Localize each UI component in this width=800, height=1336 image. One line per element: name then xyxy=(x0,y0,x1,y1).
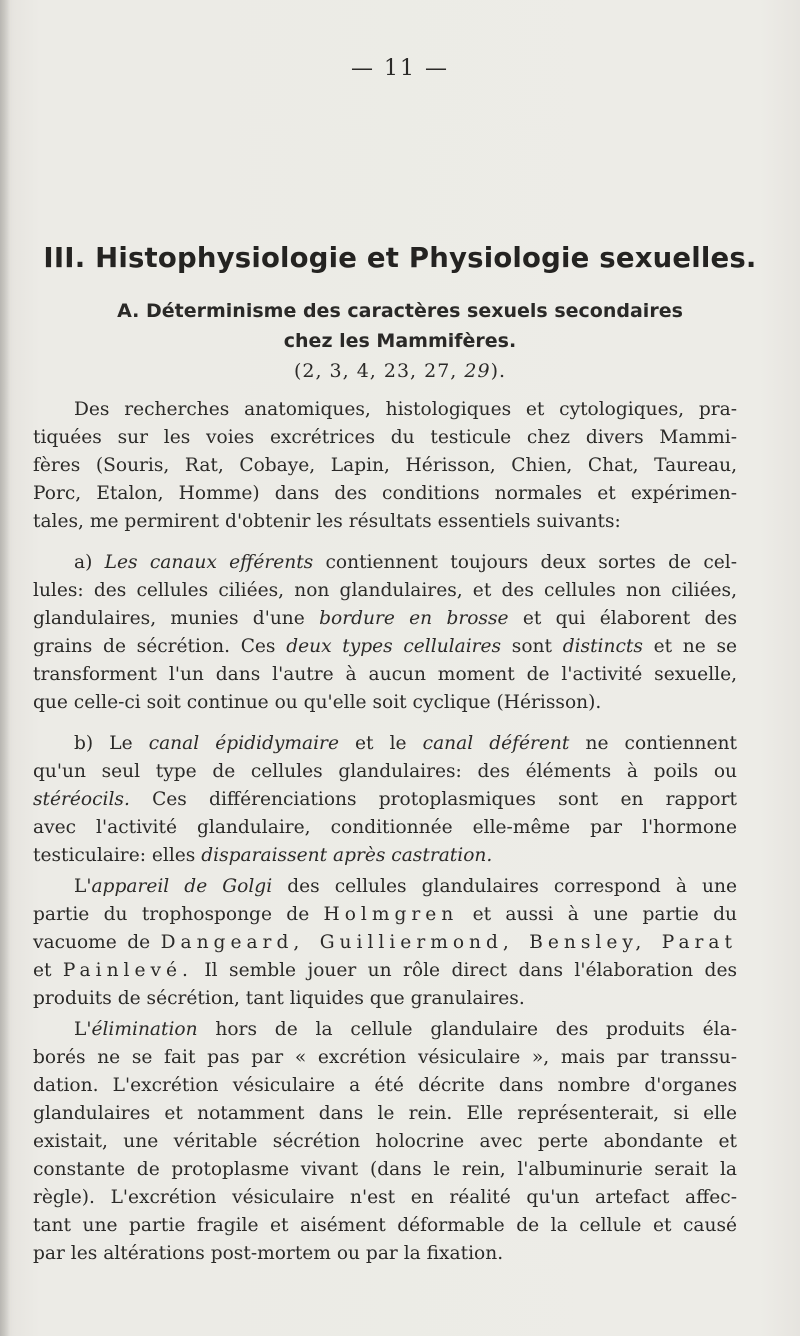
page-number: — 11 — xyxy=(351,56,449,81)
text-line: tiquées sur les voies excrétrices du testicule chez divers Mammi- xyxy=(33,427,737,448)
text-run: Il semble jouer un rôle direct dans l'élaboration des xyxy=(192,960,737,981)
text-line xyxy=(33,844,737,868)
text-line: dation. L'excrétion vésiculaire a été décrite dans nombre d'organes xyxy=(33,1075,737,1096)
text-run: et le xyxy=(338,733,423,754)
text-run: et xyxy=(33,960,63,981)
text-line: fères (Souris, Rat, Cobaye, Lapin, Hérisson, Chien, Chat, Taureau, xyxy=(33,455,737,476)
text-run: testiculaire: elles xyxy=(33,845,202,866)
text-run: a) xyxy=(74,552,105,573)
emphasis: élimination xyxy=(91,1019,198,1040)
author-names: Dangeard, Guilliermond, Bensley, Parat xyxy=(160,932,737,953)
text-run: hors de la cellule glandulaire des produits éla- xyxy=(197,1019,737,1040)
text-line: lules: des cellules ciliées, non glandulaires, et des cellules non ciliées, xyxy=(33,580,737,601)
text-line: Des recherches anatomiques, histologiques et cytologiques, pra- xyxy=(74,399,737,420)
text-line: Porc, Etalon, Homme) dans des conditions normales et expérimen- xyxy=(33,483,737,504)
text-line xyxy=(33,931,737,955)
text-line: transforment l'un dans l'autre à aucun moment de l'activité sexuelle, xyxy=(33,664,737,685)
text-run: des cellules glandulaires correspond à une xyxy=(272,876,737,897)
text-line: que celle-ci soit continue ou qu'elle soit cyclique (Hérisson). xyxy=(33,692,602,713)
references-suffix: ). xyxy=(490,360,507,382)
text-line: constante de protoplasme vivant (dans le rein, l'albuminurie serait la xyxy=(33,1159,737,1180)
text-line xyxy=(74,1018,737,1042)
text-run: L' xyxy=(74,876,92,897)
text-line xyxy=(74,551,737,575)
text-line: règle). L'excrétion vésiculaire n'est en réalité qu'un artefact affec- xyxy=(33,1187,737,1208)
text-line: tales, me permirent d'obtenir les résultats essentiels suivants: xyxy=(33,511,621,532)
emphasis: appareil de Golgi xyxy=(91,876,273,897)
text-run: Ces différenciations protoplasmiques sont en rapport xyxy=(129,789,737,810)
text-line xyxy=(33,959,737,983)
author-name: Holmgren xyxy=(323,904,459,925)
emphasis: stéréocils. xyxy=(33,789,130,810)
text-line: borés ne se fait pas par « excrétion vésiculaire », mais par transsu- xyxy=(33,1047,737,1068)
emphasis: Les canaux efférents xyxy=(104,552,314,573)
section-title-line-1: A. Déterminisme des caractères sexuels secondaires xyxy=(117,300,683,322)
text-run: et ne se xyxy=(642,636,738,657)
text-run: et qui élaborent des xyxy=(508,608,737,629)
text-run: grains de sécrétion. Ces xyxy=(33,636,287,657)
text-line: tant une partie fragile et aisément déformable de la cellule et causé xyxy=(33,1215,737,1236)
emphasis: distincts xyxy=(562,636,643,657)
text-line xyxy=(33,788,737,812)
emphasis: disparaissent après castration. xyxy=(201,845,493,866)
text-line: produits de sécrétion, tant liquides que granulaires. xyxy=(33,988,525,1009)
text-run: sont xyxy=(501,636,563,657)
chapter-title: III. Histophysiologie et Physiologie sexuelles. xyxy=(43,242,757,274)
references xyxy=(0,360,800,382)
text-line xyxy=(33,635,737,659)
text-line: par les altérations post-mortem ou par la fixation. xyxy=(33,1243,504,1264)
emphasis: bordure en brosse xyxy=(319,608,509,629)
text-run: partie du trophosponge de xyxy=(33,904,324,925)
text-run: contiennent toujours deux sortes de cel- xyxy=(313,552,737,573)
text-line: glandulaires et notamment dans le rein. Elle représenterait, si elle xyxy=(33,1103,737,1124)
text-run: ne contiennent xyxy=(569,733,737,754)
text-run: et aussi à une partie du xyxy=(458,904,737,925)
emphasis: canal épididymaire xyxy=(148,733,339,754)
text-line xyxy=(74,875,737,899)
text-run: L' xyxy=(74,1019,92,1040)
text-run: vacuome de xyxy=(33,932,161,953)
text-line: avec l'activité glandulaire, conditionnée elle-même par l'hormone xyxy=(33,817,737,838)
text-line xyxy=(33,903,737,927)
text-run: glandulaires, munies d'une xyxy=(33,608,320,629)
text-line xyxy=(74,732,737,756)
emphasis: canal déférent xyxy=(422,733,570,754)
emphasis: deux types cellulaires xyxy=(286,636,502,657)
text-line xyxy=(33,607,737,631)
text-line: qu'un seul type de cellules glandulaires: des éléments à poils ou xyxy=(33,761,737,782)
author-name: Painlevé. xyxy=(62,960,193,981)
references-italic: 29 xyxy=(464,360,491,382)
references-prefix: (2, 3, 4, 23, 27, xyxy=(293,360,465,382)
text-run: b) Le xyxy=(74,733,149,754)
text-line: existait, une véritable sécrétion holocrine avec perte abondante et xyxy=(33,1131,737,1152)
section-title-line-2: chez les Mammifères. xyxy=(283,330,517,352)
spine-shadow xyxy=(0,0,10,1336)
